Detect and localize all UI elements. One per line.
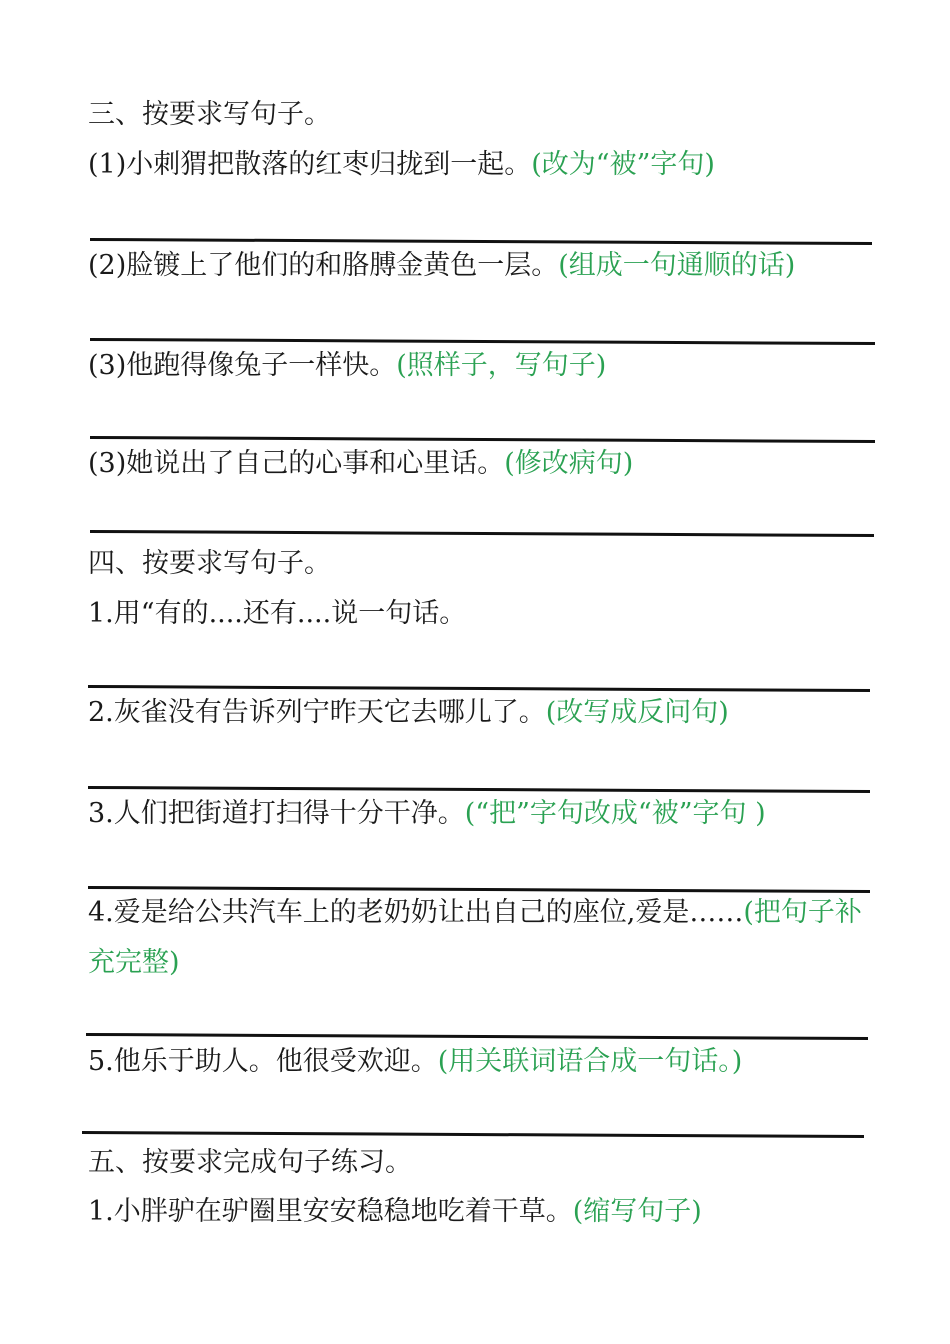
question-hint: (把句子补充完整): [88, 897, 862, 978]
answer-line[interactable]: [88, 685, 870, 692]
question-text: (3)他跑得像兔子一样快。: [88, 350, 397, 381]
question-4-2: [88, 695, 729, 731]
answer-line[interactable]: [90, 238, 872, 245]
question-4-5: [88, 1044, 742, 1080]
answer-line[interactable]: [86, 1033, 868, 1040]
question-hint: (用关联词语合成一句话。): [437, 1046, 743, 1077]
question-4-4: [88, 888, 878, 988]
question-hint: (照样子，写句子): [396, 350, 607, 381]
question-text: 2.灰雀没有告诉列宁昨天它去哪儿了。: [88, 697, 546, 728]
question-4-1: [88, 596, 466, 632]
question-text: 5.他乐于助人。他很受欢迎。: [88, 1046, 438, 1077]
question-hint: (改写成反问句): [545, 697, 729, 728]
question-text: (1)小刺猬把散落的红枣归拢到一起。: [88, 149, 532, 180]
question-text: 4.爱是给公共汽车上的老奶奶让出自己的座位,爱是……: [88, 897, 744, 928]
question-text: (3)她说出了自己的心事和心里话。: [88, 448, 505, 479]
answer-line[interactable]: [90, 530, 874, 537]
answer-line[interactable]: [88, 786, 870, 793]
question-3-1: [88, 147, 715, 183]
question-hint: (改为“被”字句): [531, 149, 715, 180]
question-text: 1.用“有的....还有....说一句话。: [88, 598, 467, 629]
question-hint: (修改病句): [504, 448, 634, 479]
answer-line[interactable]: [90, 338, 875, 345]
section3-heading: 三、按要求写句子。: [88, 99, 331, 130]
question-hint: (缩写句子): [572, 1196, 702, 1227]
question-4-3: [88, 796, 766, 832]
question-3-2: [88, 248, 795, 284]
question-3-4: [88, 446, 633, 482]
question-hint: (“把”字句改成“被”字句 ): [464, 798, 766, 829]
question-text: (2)脸镀上了他们的和胳膊金黄色一层。: [88, 250, 559, 281]
question-text: 3.人们把街道打扫得十分干净。: [88, 798, 465, 829]
question-text: 1.小胖驴在驴圈里安安稳稳地吃着干草。: [88, 1196, 573, 1227]
answer-line[interactable]: [82, 1131, 864, 1138]
question-3-3: [88, 348, 606, 384]
section5-heading: 五、按要求完成句子练习。: [88, 1147, 412, 1178]
answer-line[interactable]: [90, 436, 875, 443]
question-hint: (组成一句通顺的话): [558, 250, 796, 281]
question-5-1: [88, 1194, 702, 1230]
section4-heading: 四、按要求写句子。: [88, 548, 331, 579]
